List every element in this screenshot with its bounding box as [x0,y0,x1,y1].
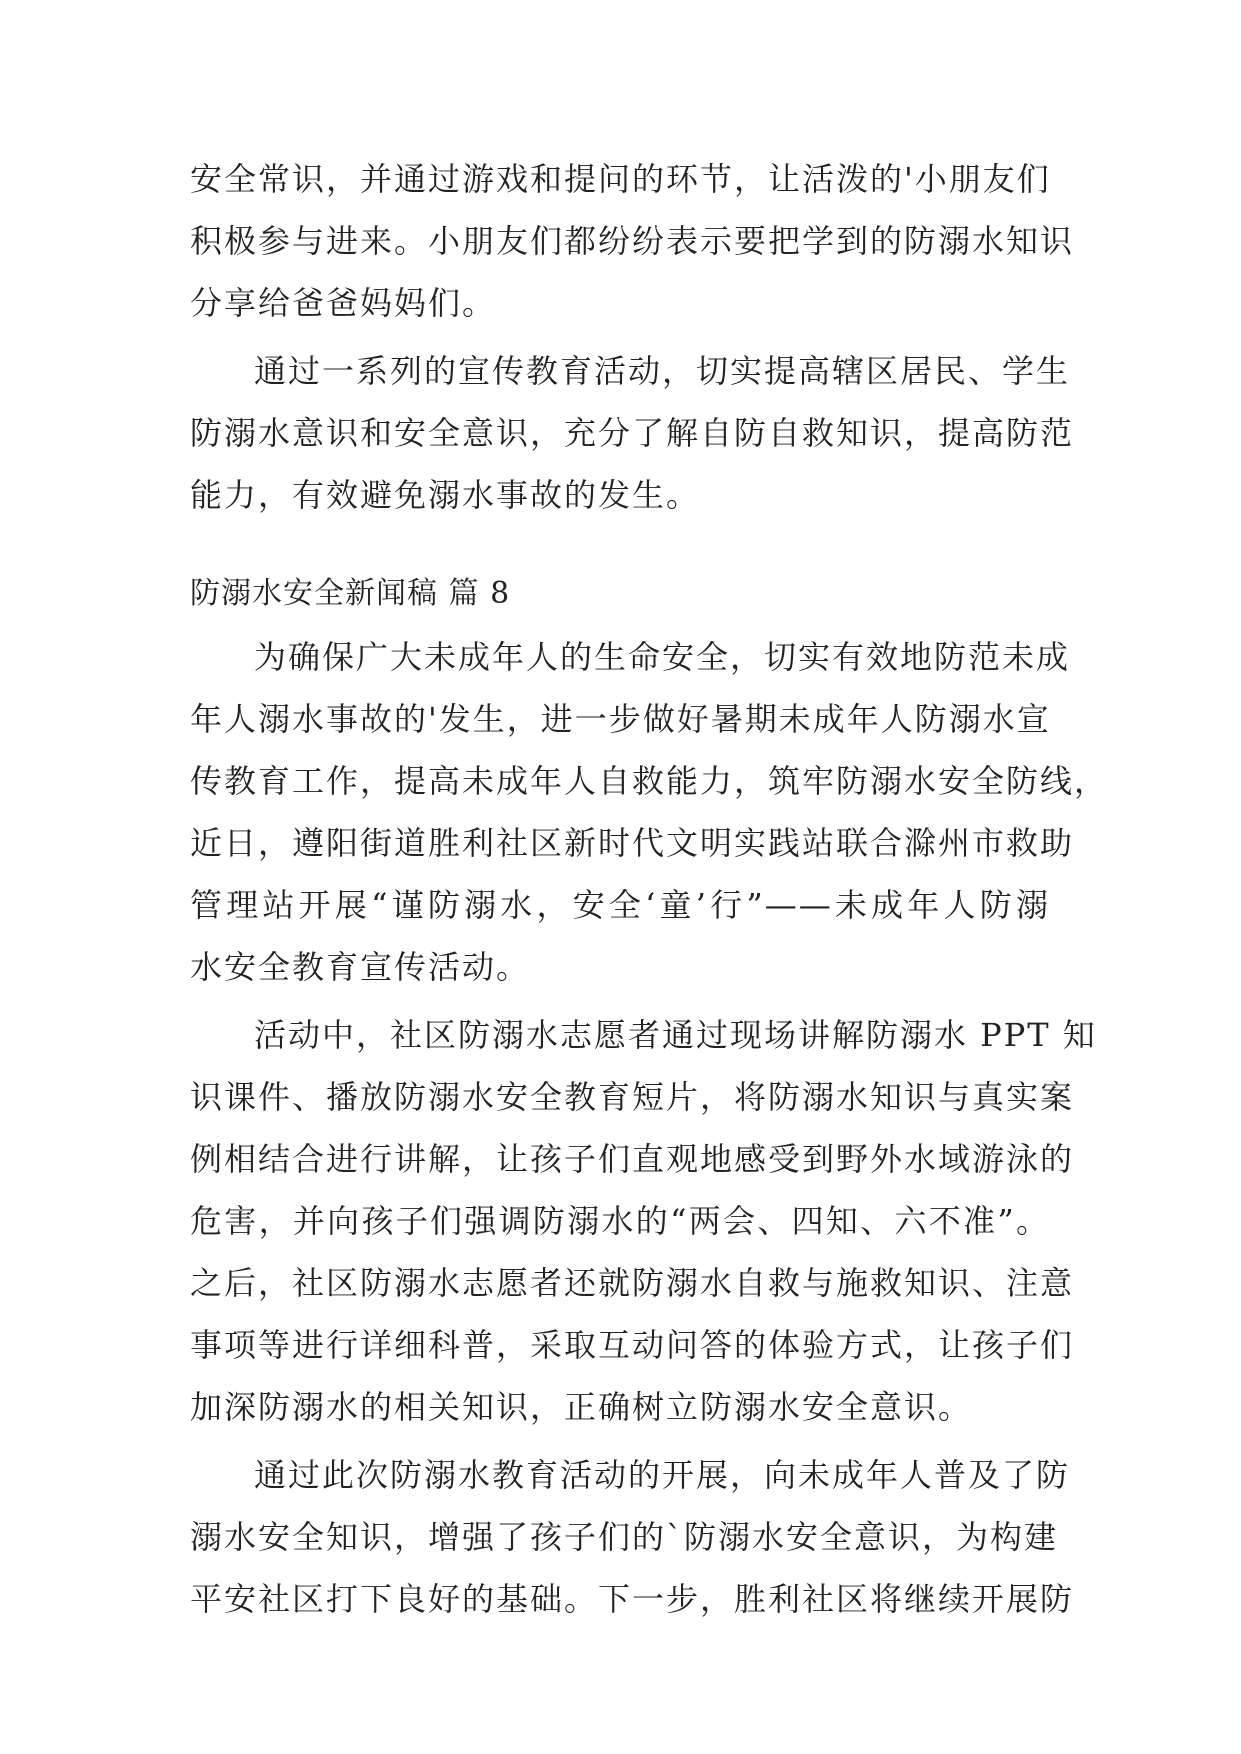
paragraph-line: 水安全教育宣传活动。 [190,948,531,986]
paragraph-line: 平安社区打下良好的基础。下一步，胜利社区将继续开展防 [190,1580,1075,1618]
paragraph-line: 传教育工作，提高未成年人自救能力，筑牢防溺水安全防线， [190,762,1109,800]
paragraph-line: 之后，社区防溺水志愿者还就防溺水自救与施救知识、注意 [190,1264,1075,1302]
paragraph-line: 事项等进行详细科普，采取互动问答的体验方式，让孩子们 [190,1326,1075,1364]
paragraph-line: 年人溺水事故的'发生，进一步做好暑期未成年人防溺水宣 [190,700,1051,738]
paragraph-line: 能力，有效避免溺水事故的发生。 [190,476,701,514]
paragraph-line: 防溺水意识和安全意识，充分了解自防自救知识，提高防范 [190,414,1075,452]
paragraph-line: 为确保广大未成年人的生命安全，切实有效地防范未成 [254,638,1071,676]
paragraph-line: 积极参与进来。小朋友们都纷纷表示要把学到的防溺水知识 [190,222,1075,260]
paragraph-line: 通过一系列的宣传教育活动，切实提高辖区居民、学生 [254,352,1071,390]
paragraph-line: 近日，遵阳街道胜利社区新时代文明实践站联合滁州市救助 [190,824,1075,862]
paragraph-line: 例相结合进行讲解，让孩子们直观地感受到野外水域游泳的 [190,1140,1075,1178]
section-heading: 防溺水安全新闻稿 篇 8 [190,576,511,611]
paragraph-line: 管理站开展“谨防溺水，安全‘童’行”——未成年人防溺 [190,886,1050,924]
paragraph-line: 加深防溺水的相关知识，正确树立防溺水安全意识。 [190,1388,973,1426]
paragraph-line: 溺水安全知识，增强了孩子们的`防溺水安全意识，为构建 [190,1518,1059,1556]
paragraph-line: 通过此次防溺水教育活动的开展，向未成年人普及了防 [254,1456,1071,1494]
paragraph-line: 危害，并向孩子们强调防溺水的“两会、四知、六不准”。 [190,1202,1050,1240]
paragraph-line: 活动中，社区防溺水志愿者通过现场讲解防溺水 PPT 知 [254,1016,1097,1054]
paragraph-line: 分享给爸爸妈妈们。 [190,284,497,322]
paragraph-line: 安全常识，并通过游戏和提问的环节，让活泼的'小朋友们 [190,160,1051,198]
paragraph-line: 识课件、播放防溺水安全教育短片，将防溺水知识与真实案 [190,1078,1075,1116]
